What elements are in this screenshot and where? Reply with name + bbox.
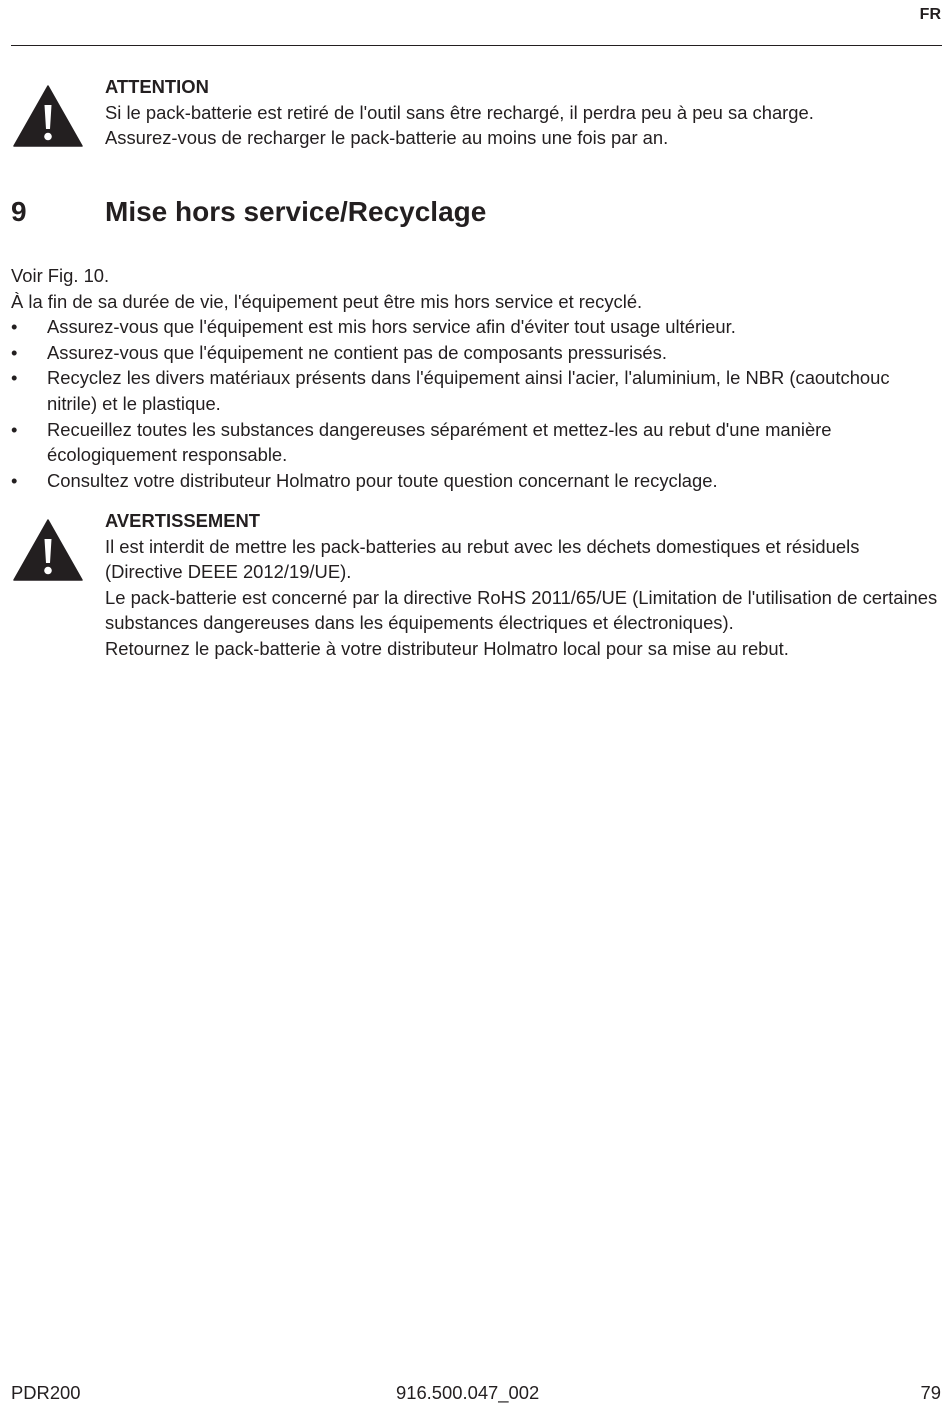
paragraph: À la fin de sa durée de vie, l'équipement peut être mis hors service et recyclé. — [11, 290, 643, 312]
footer-page-number: 79 — [920, 1382, 941, 1403]
list-item — [11, 314, 941, 340]
bullet-symbol: • — [11, 316, 18, 338]
bullet-symbol: • — [11, 469, 18, 491]
attention-title: ATTENTION — [105, 76, 209, 97]
list-item — [11, 365, 941, 416]
warning-title: AVERTISSEMENT — [105, 510, 260, 531]
list-item-text: Assurez-vous que l'équipement est mis hors service afin d'éviter tout usage ultérieur. — [47, 316, 736, 338]
bullet-symbol: • — [11, 367, 18, 389]
warning-line: Retournez le pack-batterie à votre distributeur Holmatro local pour sa mise au rebut. — [105, 637, 789, 659]
list-item-text: Recueillez toutes les substances dangereuses séparément et mettez-les au rebut d'une manière écologiquement responsable. — [47, 418, 832, 466]
warning-body — [105, 508, 940, 662]
attention-body — [105, 74, 940, 151]
list-item — [11, 417, 941, 468]
list-item — [11, 468, 941, 494]
footer-doc-number: 916.500.047_002 — [396, 1382, 540, 1403]
list-item-text: Assurez-vous que l'équipement ne contient pas de composants pressurisés. — [47, 341, 667, 363]
attention-line: Assurez-vous de recharger le pack-batterie au moins une fois par an. — [105, 127, 669, 149]
bullet-symbol: • — [11, 418, 18, 440]
section-title: Mise hors service/Recyclage — [105, 196, 487, 227]
section-number: 9 — [11, 196, 27, 227]
list-item — [11, 340, 941, 366]
warning-line: Le pack-batterie est concerné par la directive RoHS 2011/65/UE (Limitation de l'utilisation de certaines substances dangereuses dans les équipements électriques et électroniques). — [105, 586, 938, 634]
section-heading — [11, 194, 486, 230]
attention-line: Si le pack-batterie est retiré de l'outil sans être rechargé, il perdra peu à peu sa charge. — [105, 101, 814, 123]
section-content — [11, 263, 941, 493]
bullet-symbol: • — [11, 341, 18, 363]
warning-triangle-icon — [13, 519, 83, 581]
paragraph: Voir Fig. 10. — [11, 265, 110, 286]
list-item-text: Consultez votre distributeur Holmatro pour toute question concernant le recyclage. — [47, 469, 718, 491]
footer-model: PDR200 — [11, 1382, 81, 1403]
header-divider — [11, 45, 942, 46]
warning-line: Il est interdit de mettre les pack-batteries au rebut avec les déchets domestiques et résiduels (Directive DEEE 2012/19/UE). — [105, 535, 860, 583]
bullet-list — [11, 314, 941, 493]
list-item-text: Recyclez les divers matériaux présents dans l'équipement ainsi l'acier, l'aluminium, le NBR (caoutchouc nitrile) et le plastique. — [47, 367, 890, 414]
language-code: FR — [919, 6, 941, 23]
warning-triangle-icon — [13, 85, 83, 147]
